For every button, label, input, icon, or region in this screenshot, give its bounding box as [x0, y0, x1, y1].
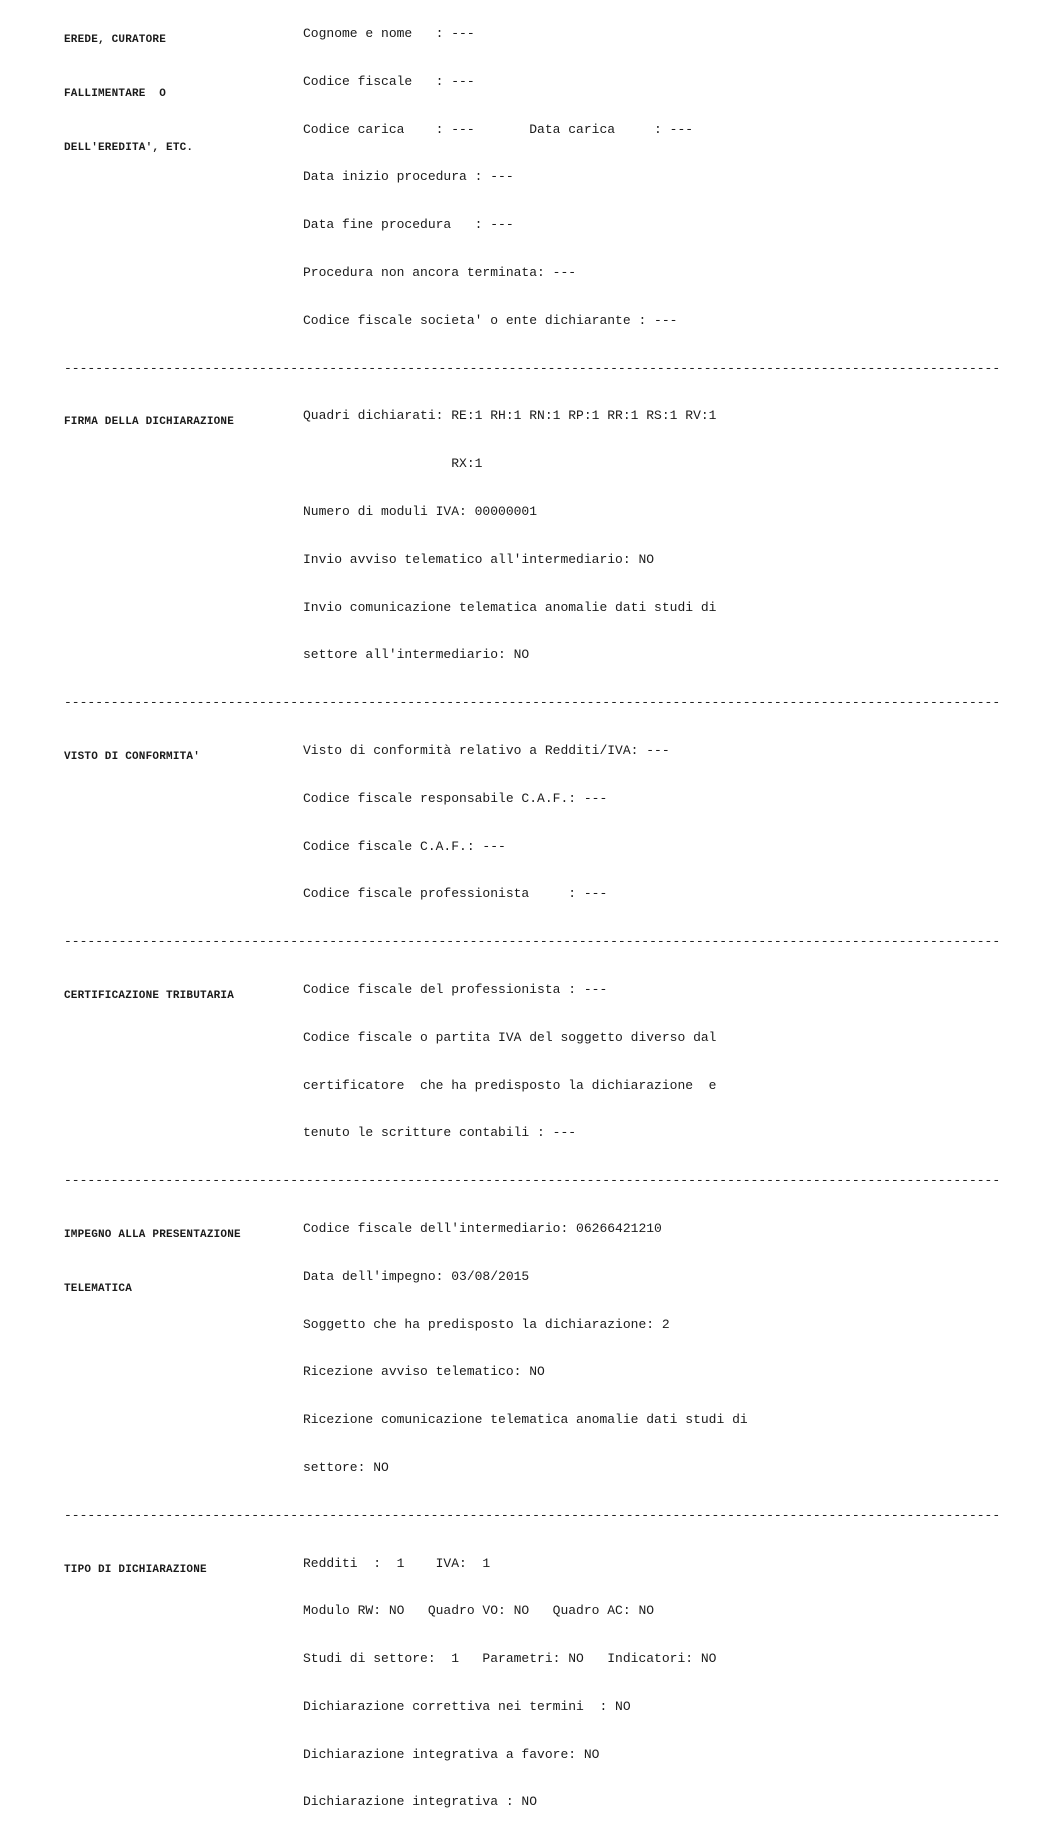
- section-certificazione-tributaria: [0, 951, 1058, 1172]
- section-body: [303, 377, 716, 694]
- field-line: Data fine procedura : ---: [303, 216, 693, 234]
- section-label-line: IMPEGNO ALLA PRESENTAZIONE: [64, 1226, 303, 1244]
- field-line: Cognome e nome : ---: [303, 25, 693, 43]
- field-line: Soggetto che ha predisposto la dichiarazione: 2: [303, 1316, 748, 1334]
- field-line: Data inizio procedura : ---: [303, 168, 693, 186]
- field-line: Studi di settore: 1 Parametri: NO Indicatori: NO: [303, 1650, 716, 1668]
- section-body: [303, 0, 693, 360]
- separator-line: ------------------------------------------------------------------------------------------------------------------------: [64, 694, 798, 712]
- field-line: settore: NO: [303, 1459, 748, 1477]
- section-erede-curatore: [0, 0, 1058, 360]
- field-line: Codice fiscale dell'intermediario: 06266421210: [303, 1220, 748, 1238]
- field-line: Dichiarazione integrativa a favore: NO: [303, 1746, 716, 1764]
- field-line: Invio avviso telematico all'intermediario: NO: [303, 551, 716, 569]
- field-line: Codice fiscale del professionista : ---: [303, 981, 716, 999]
- section-firma-dichiarazione: [0, 377, 1058, 694]
- section-visto-conformita: [0, 712, 1058, 933]
- section-label-line: TELEMATICA: [64, 1280, 303, 1298]
- section-label-line: EREDE, CURATORE: [64, 31, 303, 49]
- field-line: Data dell'impegno: 03/08/2015: [303, 1268, 748, 1286]
- section-body: [303, 1190, 748, 1507]
- field-line: settore all'intermediario: NO: [303, 646, 716, 664]
- separator-line: ------------------------------------------------------------------------------------------------------------------------: [64, 360, 798, 378]
- field-line: Dichiarazione integrativa : NO: [303, 1793, 716, 1811]
- separator-line: ------------------------------------------------------------------------------------------------------------------------: [64, 1507, 798, 1525]
- field-line: Visto di conformità relativo a Redditi/IVA: ---: [303, 742, 670, 760]
- field-line: Codice fiscale responsabile C.A.F.: ---: [303, 790, 670, 808]
- section-label-line: VISTO DI CONFORMITA': [64, 748, 303, 766]
- field-line: Ricezione avviso telematico: NO: [303, 1363, 748, 1381]
- field-line: Codice fiscale professionista : ---: [303, 885, 670, 903]
- field-line: Quadri dichiarati: RE:1 RH:1 RN:1 RP:1 RR:1 RS:1 RV:1: [303, 407, 716, 425]
- section-label: [64, 377, 303, 467]
- field-line: RX:1: [303, 455, 716, 473]
- section-label-line: TIPO DI DICHIARAZIONE: [64, 1561, 303, 1579]
- field-line: Modulo RW: NO Quadro VO: NO Quadro AC: NO: [303, 1602, 716, 1620]
- field-line: Codice fiscale : ---: [303, 73, 693, 91]
- section-label: [64, 951, 303, 1041]
- section-label: [64, 1525, 303, 1615]
- section-tipo-dichiarazione: [0, 1525, 1058, 1841]
- section-body: [303, 712, 670, 933]
- separator-line: ------------------------------------------------------------------------------------------------------------------------: [64, 1172, 798, 1190]
- field-line: Procedura non ancora terminata: ---: [303, 264, 693, 282]
- field-line: tenuto le scritture contabili : ---: [303, 1124, 716, 1142]
- field-line: Invio comunicazione telematica anomalie dati studi di: [303, 599, 716, 617]
- field-line: Ricezione comunicazione telematica anomalie dati studi di: [303, 1411, 748, 1429]
- section-label: [64, 1190, 303, 1334]
- section-label: [64, 712, 303, 802]
- section-impegno-presentazione: [0, 1190, 1058, 1507]
- section-label: [64, 0, 303, 193]
- field-line: Codice fiscale C.A.F.: ---: [303, 838, 670, 856]
- field-line: Redditi : 1 IVA: 1: [303, 1555, 716, 1573]
- section-body: [303, 1525, 716, 1841]
- field-line: Codice fiscale societa' o ente dichiarante : ---: [303, 312, 693, 330]
- field-line: certificatore che ha predisposto la dichiarazione e: [303, 1077, 716, 1095]
- section-label-line: FALLIMENTARE O: [64, 85, 303, 103]
- field-line: Codice fiscale o partita IVA del soggetto diverso dal: [303, 1029, 716, 1047]
- field-line: Dichiarazione correttiva nei termini : NO: [303, 1698, 716, 1716]
- field-line: Codice carica : --- Data carica : ---: [303, 121, 693, 139]
- separator-line: ------------------------------------------------------------------------------------------------------------------------: [64, 933, 798, 951]
- field-line: Numero di moduli IVA: 00000001: [303, 503, 716, 521]
- section-body: [303, 951, 716, 1172]
- section-label-line: FIRMA DELLA DICHIARAZIONE: [64, 413, 303, 431]
- section-label-line: CERTIFICAZIONE TRIBUTARIA: [64, 987, 303, 1005]
- section-label-line: DELL'EREDITA', ETC.: [64, 139, 303, 157]
